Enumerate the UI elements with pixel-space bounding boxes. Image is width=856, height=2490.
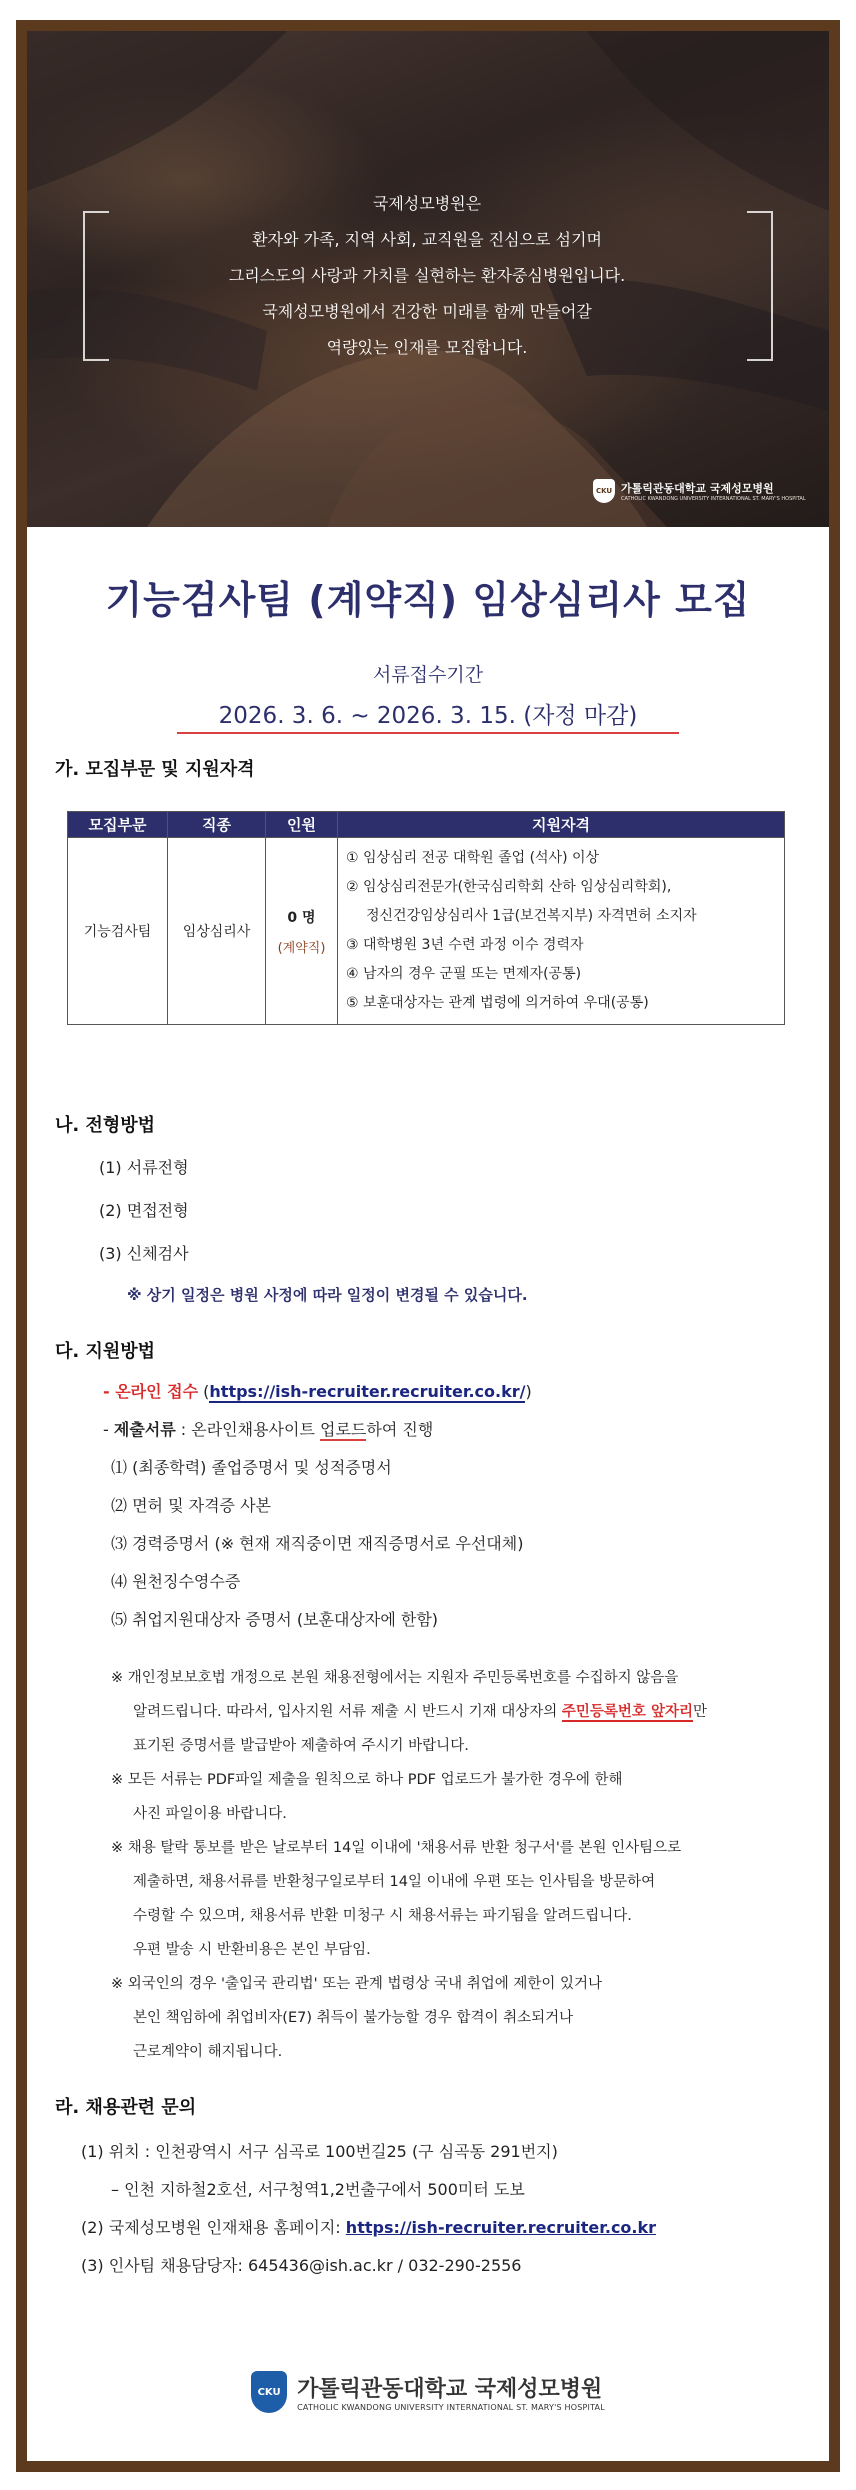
- return-note: 제출하면, 채용서류를 반환청구일로부터 14일 이내에 우편 또는 인사팀을 방문하여: [133, 1874, 656, 1890]
- table-header: 모집부문: [68, 812, 168, 838]
- footer-logo-name: 가톨릭관동대학교 국제성모병원: [297, 2377, 603, 2402]
- right-bracket: [747, 211, 773, 361]
- foreigner-note: 본인 책임하에 취업비자(E7) 취득이 불가능할 경우 합격이 취소되거나: [133, 2010, 574, 2026]
- qual-item: ① 임상심리 전공 대학원 졸업 (석사) 이상: [346, 850, 600, 866]
- return-note: 수령할 수 있으며, 채용서류 반환 미청구 시 채용서류는 파기됨을 알려드립니다.: [133, 1908, 632, 1924]
- hero-message: [127, 186, 727, 366]
- table-header-row: [68, 812, 785, 838]
- period-label: 서류접수기간: [372, 664, 484, 686]
- resident-number-highlight: 주민등록번호 앞자리: [561, 1704, 694, 1720]
- hero-banner: [27, 31, 829, 527]
- privacy-note: ※ 개인정보보호법 개정으로 본원 채용전형에서는 지원자 주민등록번호를 수집하지 않음을: [111, 1670, 679, 1686]
- hero-line: 국제성모병원은: [372, 194, 482, 213]
- privacy-note-a: 알려드립니다. 따라서, 입사지원 서류 제출 시 반드시 기재 대상자의: [133, 1704, 562, 1720]
- period-date: 2026. 3. 6. ~ 2026. 3. 15. (자정 마감): [177, 697, 679, 734]
- return-note: 우편 발송 시 반환비용은 본인 부담임.: [133, 1942, 371, 1958]
- homepage-line: [81, 2215, 656, 2238]
- doc-item: ⑸ 취업지원대상자 증명서 (보훈대상자에 한함): [111, 1610, 439, 1629]
- hospital-emblem-icon: CKU: [251, 2371, 287, 2413]
- qual-item: ④ 남자의 경우 군필 또는 면제자(공통): [346, 966, 582, 982]
- selection-step: (3) 신체검사: [99, 1244, 189, 1263]
- online-paren-close: ): [525, 1382, 532, 1401]
- table-header: 직종: [168, 812, 266, 838]
- table-row: [68, 838, 785, 1025]
- table-header: 인원: [266, 812, 338, 838]
- schedule-note: ※ 상기 일정은 병원 사정에 따라 일정이 변경될 수 있습니다.: [127, 1286, 528, 1304]
- docs-desc: : 온라인채용사이트: [175, 1420, 320, 1439]
- dept-cell: 기능검사팀: [68, 838, 168, 1025]
- location-sub: – 인천 지하철2호선, 서구청역1,2번출구에서 500미터 도보: [111, 2180, 525, 2199]
- doc-item: ⑷ 원천징수영수증: [111, 1572, 241, 1591]
- hero-logo-name: 가톨릭관동대학교 국제성모병원: [621, 482, 774, 495]
- footer-hospital-logo: [27, 2371, 829, 2413]
- qual-item: ③ 대학병원 3년 수련 과정 이수 경력자: [346, 937, 584, 953]
- job-cell: 임상심리사: [168, 838, 266, 1025]
- docs-line: [103, 1417, 433, 1440]
- docs-upload: 업로드: [319, 1420, 367, 1439]
- doc-item: ⑴ (최종학력) 졸업증명서 및 성적증명서: [111, 1458, 392, 1477]
- selection-step: (1) 서류전형: [99, 1158, 189, 1177]
- online-prefix: -: [103, 1382, 116, 1401]
- section-da-title: 다. 지원방법: [55, 1341, 156, 1362]
- docs-label: 제출서류: [113, 1420, 176, 1439]
- poster-frame: [16, 20, 840, 2472]
- hospital-emblem-icon: CKU: [593, 479, 615, 503]
- page-title: 기능검사팀 (계약직) 임상심리사 모집: [105, 578, 751, 622]
- footer-logo-sub: CATHOLIC KWANDONG UNIVERSITY INTERNATIONAL ST. MARY'S HOSPITAL: [297, 2403, 605, 2412]
- return-note: ※ 채용 탈락 통보를 받은 날로부터 14일 이내에 '채용서류 반환 청구서'를 본원 인사팀으로: [111, 1840, 682, 1856]
- online-label: 온라인 접수: [115, 1382, 199, 1401]
- online-apply-line: [103, 1379, 532, 1402]
- hero-line: 환자와 가족, 지역 사회, 교직원을 진심으로 섬기며: [252, 230, 602, 249]
- foreigner-note: 근로계약이 해지됩니다.: [133, 2044, 283, 2060]
- homepage-link[interactable]: https://ish-recruiter.recruiter.co.kr: [345, 2218, 657, 2237]
- hero-hospital-logo: [593, 479, 806, 503]
- left-bracket: [83, 211, 109, 361]
- online-paren-open: (: [198, 1382, 210, 1401]
- online-apply-link[interactable]: https://ish-recruiter.recruiter.co.kr/: [209, 1382, 526, 1401]
- table-header: 지원자격: [338, 812, 785, 838]
- docs-desc-end: 하여 진행: [366, 1420, 434, 1439]
- docs-prefix: -: [103, 1420, 114, 1439]
- section-ra-title: 라. 채용관련 문의: [55, 2097, 197, 2118]
- homepage-label: (2) 국제성모병원 인재채용 홈페이지:: [81, 2218, 346, 2237]
- selection-step: (2) 면접전형: [99, 1201, 189, 1220]
- qual-item: ⑤ 보훈대상자는 관계 법령에 의거하여 우대(공통): [346, 995, 649, 1011]
- contact-line: (3) 인사팀 채용담당자: 645436@ish.ac.kr / 032-290-2556: [81, 2256, 522, 2275]
- foreigner-note: ※ 외국인의 경우 '출입국 관리법' 또는 관계 법령상 국내 취업에 제한이 있거나: [111, 1976, 603, 1992]
- privacy-note-b: 만: [693, 1704, 708, 1720]
- headcount: 0 명: [287, 909, 316, 926]
- qual-item: ② 임상심리전문가(한국심리학회 산하 임상심리학회),: [346, 879, 672, 895]
- privacy-note: [133, 1695, 707, 1729]
- section-na-title: 나. 전형방법: [55, 1115, 156, 1136]
- hero-line: 그리스도의 사랑과 가치를 실현하는 환자중심병원입니다.: [228, 266, 626, 285]
- quals-cell: [338, 838, 785, 1025]
- location-line: (1) 위치 : 인천광역시 서구 심곡로 100번길25 (구 심곡동 291번지): [81, 2142, 558, 2161]
- count-cell: [266, 838, 338, 1025]
- privacy-note: 표기된 증명서를 발급받아 제출하여 주시기 바랍니다.: [133, 1738, 469, 1754]
- qual-item: 정신건강임상심리사 1급(보건복지부) 자격면허 소지자: [366, 908, 697, 924]
- doc-item: ⑶ 경력증명서 (※ 현재 재직중이면 재직증명서로 우선대체): [111, 1534, 524, 1553]
- hero-line: 국제성모병원에서 건강한 미래를 함께 만들어갈: [262, 302, 592, 321]
- requirements-table: [67, 811, 785, 1025]
- hero-logo-sub: CATHOLIC KWANDONG UNIVERSITY INTERNATIONAL ST. MARY'S HOSPITAL: [621, 496, 806, 502]
- pdf-note: ※ 모든 서류는 PDF파일 제출을 원칙으로 하나 PDF 업로드가 불가한 경우에 한해: [111, 1772, 623, 1788]
- contract-note: (계약직): [277, 940, 326, 956]
- section-ga-title: 가. 모집부문 및 지원자격: [55, 759, 255, 780]
- hero-line: 역량있는 인재를 모집합니다.: [326, 338, 528, 357]
- doc-item: ⑵ 면허 및 자격증 사본: [111, 1496, 271, 1515]
- pdf-note: 사진 파일이용 바랍니다.: [133, 1806, 287, 1822]
